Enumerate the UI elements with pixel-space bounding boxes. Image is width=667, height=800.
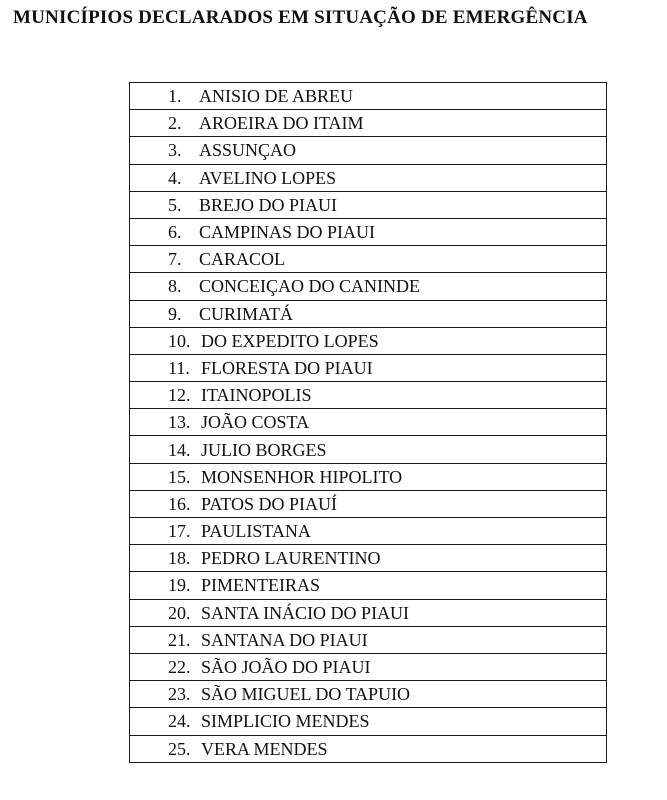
list-item	[130, 385, 606, 405]
table-row	[130, 572, 607, 599]
table-row	[130, 246, 607, 273]
item-number: 2.	[168, 113, 182, 134]
page-title: MUNICÍPIOS DECLARADOS EM SITUAÇÃO DE EMERGÊNCIA	[13, 7, 588, 28]
list-item	[130, 657, 606, 677]
municipalities-table	[129, 82, 607, 763]
table-cell	[130, 518, 607, 545]
municipality-name: CAMPINAS DO PIAUI	[199, 222, 376, 243]
table-cell	[130, 463, 607, 490]
table-cell	[130, 327, 607, 354]
item-number: 17.	[168, 521, 191, 542]
table-row	[130, 518, 607, 545]
table-row	[130, 137, 607, 164]
table-row	[130, 300, 607, 327]
table-row	[130, 409, 607, 436]
item-number: 11.	[168, 357, 190, 378]
item-number: 21.	[168, 629, 191, 650]
municipality-name: SÃO JOÃO DO PIAUI	[201, 657, 371, 678]
municipalities-table-body	[130, 83, 607, 763]
table-cell	[130, 626, 607, 653]
table-cell	[130, 218, 607, 245]
table-row	[130, 599, 607, 626]
table-cell	[130, 300, 607, 327]
item-number: 25.	[168, 738, 191, 759]
item-number: 10.	[168, 330, 191, 351]
municipality-name: JULIO BORGES	[201, 439, 327, 460]
municipality-name: PIMENTEIRAS	[201, 575, 321, 596]
list-item	[130, 168, 606, 188]
item-number: 9.	[168, 303, 182, 324]
table-row	[130, 708, 607, 735]
item-number: 16.	[168, 493, 191, 514]
table-cell	[130, 735, 607, 762]
table-cell	[130, 191, 607, 218]
table-row	[130, 164, 607, 191]
table-cell	[130, 137, 607, 164]
item-number: 24.	[168, 711, 191, 732]
list-item	[130, 548, 606, 568]
table-row	[130, 490, 607, 517]
municipality-name: FLORESTA DO PIAUI	[201, 357, 373, 378]
table-row	[130, 327, 607, 354]
table-row	[130, 110, 607, 137]
list-item	[130, 358, 606, 378]
table-cell	[130, 409, 607, 436]
municipality-name: PEDRO LAURENTINO	[201, 548, 381, 569]
table-row	[130, 545, 607, 572]
municipality-name: PATOS DO PIAUÍ	[201, 493, 338, 514]
item-number: 5.	[168, 194, 182, 215]
municipality-name: CONCEIÇAO DO CANINDE	[199, 276, 420, 297]
municipality-name: ITAINOPOLIS	[201, 385, 312, 406]
item-number: 19.	[168, 575, 191, 596]
list-item	[130, 276, 606, 296]
list-item	[130, 521, 606, 541]
table-cell	[130, 572, 607, 599]
item-number: 23.	[168, 684, 191, 705]
item-number: 15.	[168, 466, 191, 487]
item-number: 14.	[168, 439, 191, 460]
item-number: 6.	[168, 222, 182, 243]
municipality-name: ANISIO DE ABREU	[199, 86, 354, 107]
municipality-name: SANTA INÁCIO DO PIAUI	[201, 602, 410, 623]
item-number: 8.	[168, 276, 182, 297]
municipality-name: AVELINO LOPES	[199, 167, 337, 188]
table-cell	[130, 83, 607, 110]
table-cell	[130, 246, 607, 273]
municipality-name: MONSENHOR HIPOLITO	[201, 466, 403, 487]
table-cell	[130, 110, 607, 137]
list-item	[130, 467, 606, 487]
list-item	[130, 630, 606, 650]
table-cell	[130, 653, 607, 680]
municipality-name: ASSUNÇAO	[199, 140, 297, 161]
table-row	[130, 653, 607, 680]
item-number: 20.	[168, 602, 191, 623]
list-item	[130, 249, 606, 269]
municipality-name: PAULISTANA	[201, 521, 311, 542]
table-row	[130, 735, 607, 762]
table-cell	[130, 436, 607, 463]
municipality-name: JOÃO COSTA	[201, 412, 310, 433]
list-item	[130, 113, 606, 133]
municipality-name: AROEIRA DO ITAIM	[199, 113, 364, 134]
list-item	[130, 684, 606, 704]
item-number: 1.	[168, 86, 182, 107]
list-item	[130, 739, 606, 759]
list-item	[130, 331, 606, 351]
table-cell	[130, 708, 607, 735]
table-row	[130, 626, 607, 653]
item-number: 12.	[168, 385, 191, 406]
list-item	[130, 195, 606, 215]
municipality-name: BREJO DO PIAUI	[199, 194, 338, 215]
item-number: 18.	[168, 548, 191, 569]
table-row	[130, 354, 607, 381]
table-row	[130, 463, 607, 490]
municipality-name: DO EXPEDITO LOPES	[201, 330, 379, 351]
list-item	[130, 222, 606, 242]
list-item	[130, 412, 606, 432]
table-cell	[130, 545, 607, 572]
table-row	[130, 436, 607, 463]
table-row	[130, 273, 607, 300]
table-cell	[130, 599, 607, 626]
table-cell	[130, 273, 607, 300]
municipality-name: SÃO MIGUEL DO TAPUIO	[201, 684, 411, 705]
item-number: 4.	[168, 167, 182, 188]
municipality-name: SANTANA DO PIAUI	[201, 629, 368, 650]
table-cell	[130, 382, 607, 409]
municipality-name: CARACOL	[199, 249, 286, 270]
item-number: 7.	[168, 249, 182, 270]
table-row	[130, 382, 607, 409]
table-row	[130, 681, 607, 708]
municipality-name: CURIMATÁ	[199, 303, 294, 324]
table-cell	[130, 490, 607, 517]
list-item	[130, 711, 606, 731]
list-item	[130, 140, 606, 160]
table-row	[130, 83, 607, 110]
table-cell	[130, 681, 607, 708]
list-item	[130, 304, 606, 324]
list-item	[130, 603, 606, 623]
item-number: 3.	[168, 140, 182, 161]
table-cell	[130, 354, 607, 381]
municipality-name: SIMPLICIO MENDES	[201, 711, 370, 732]
table-row	[130, 218, 607, 245]
municipality-name: VERA MENDES	[201, 738, 328, 759]
list-item	[130, 575, 606, 595]
list-item	[130, 494, 606, 514]
list-item	[130, 86, 606, 106]
item-number: 13.	[168, 412, 191, 433]
table-row	[130, 191, 607, 218]
list-item	[130, 440, 606, 460]
item-number: 22.	[168, 657, 191, 678]
table-cell	[130, 164, 607, 191]
